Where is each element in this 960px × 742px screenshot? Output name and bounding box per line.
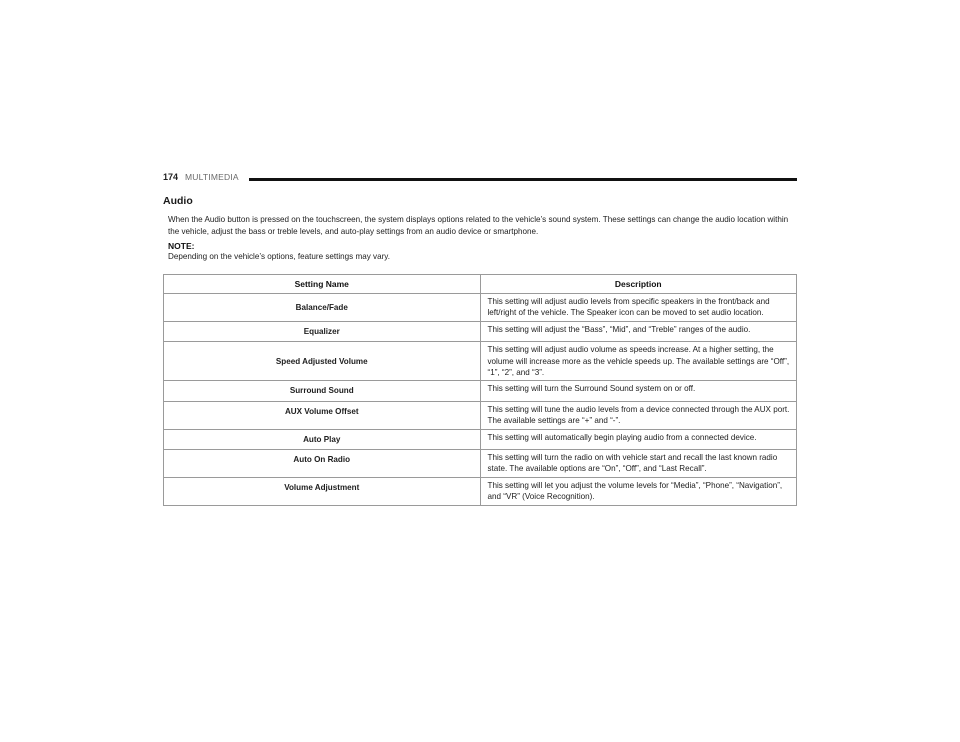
table-row — [164, 450, 797, 478]
setting-description: This setting will turn the Surround Sound system on or off. — [480, 381, 797, 401]
setting-name: Speed Adjusted Volume — [164, 342, 481, 381]
setting-description: This setting will turn the radio on with vehicle start and recall the last known radio state. The available options are “On”, “Off”, and “Last Recall”. — [480, 450, 797, 478]
section-title: Audio — [163, 195, 193, 207]
section-label: MULTIMEDIA — [185, 172, 239, 182]
note-label: NOTE: — [168, 241, 195, 251]
page-number: 174 — [163, 172, 179, 182]
table-row — [164, 381, 797, 401]
setting-name: Auto On Radio — [164, 450, 481, 478]
setting-description: This setting will automatically begin playing audio from a connected device. — [480, 429, 797, 449]
setting-description: This setting will adjust audio levels from specific speakers in the front/back and left/right of the vehicle. The Speaker icon can be moved to set audio location. — [480, 294, 797, 322]
setting-description: This setting will let you adjust the volume levels for “Media”, “Phone”, “Navigation”, and “VR” (Voice Recognition). — [480, 477, 797, 505]
setting-name: AUX Volume Offset — [164, 401, 481, 429]
setting-name: Balance/Fade — [164, 294, 481, 322]
table-row — [164, 342, 797, 381]
intro-paragraph: When the Audio button is pressed on the touchscreen, the system displays options related to the vehicle’s sound system. These settings can change the audio location within the vehicle, adjust the bass or treble levels, and auto-play settings from an audio device or smartphone. — [168, 215, 789, 236]
setting-description: This setting will adjust audio volume as speeds increase. At a higher setting, the volume will increase more as the vehicle speeds up. The available settings are “Off”, “1”, “2”, and “3”. — [480, 342, 797, 381]
setting-name: Surround Sound — [164, 381, 481, 401]
table-row — [164, 429, 797, 449]
page-header — [163, 172, 797, 186]
setting-name: Equalizer — [164, 321, 481, 341]
header-rule — [249, 178, 797, 181]
setting-name: Auto Play — [164, 429, 481, 449]
table-header-row — [164, 275, 797, 294]
note-text: Depending on the vehicle’s options, feature settings may vary. — [168, 252, 390, 261]
column-header-description: Description — [480, 275, 797, 294]
column-header-setting-name: Setting Name — [164, 275, 481, 294]
table-row — [164, 321, 797, 341]
setting-name: Volume Adjustment — [164, 477, 481, 505]
settings-table — [163, 274, 797, 506]
table-row — [164, 477, 797, 505]
table-row — [164, 294, 797, 322]
setting-description: This setting will adjust the “Bass”, “Mid”, and “Treble” ranges of the audio. — [480, 321, 797, 341]
setting-description: This setting will tune the audio levels from a device connected through the AUX port. The available settings are “+” and “-”. — [480, 401, 797, 429]
table-row — [164, 401, 797, 429]
